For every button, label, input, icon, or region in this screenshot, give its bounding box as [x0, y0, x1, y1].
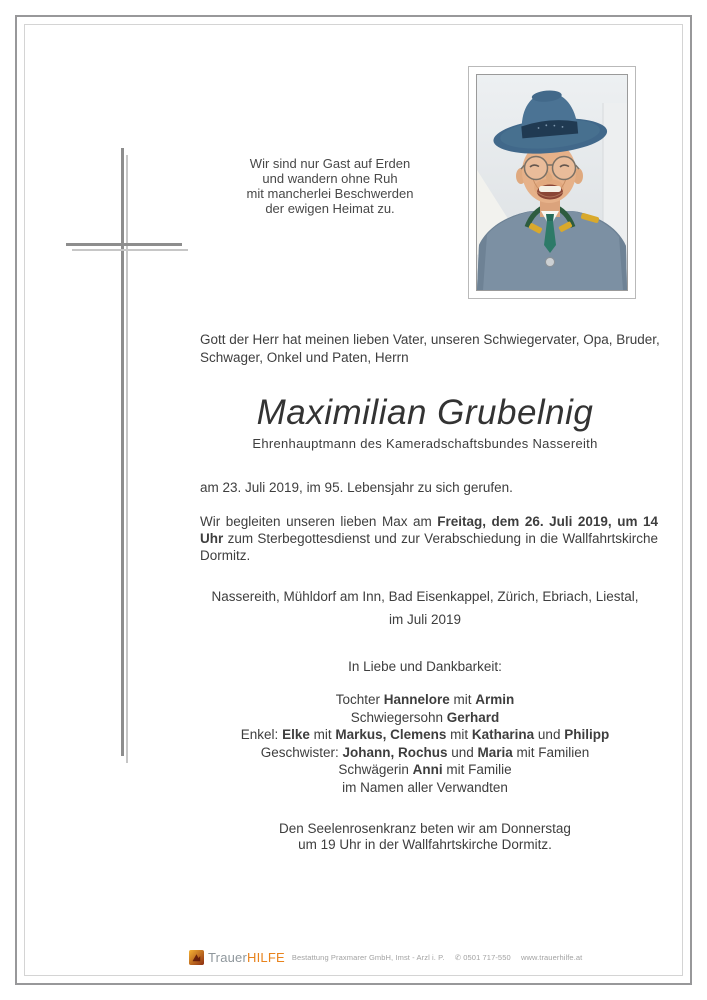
rosary-line: Den Seelenrosenkranz beten wir am Donnerstag — [279, 821, 571, 836]
footer-info — [292, 953, 591, 962]
text-segment: mit — [309, 727, 336, 742]
family-line — [165, 691, 685, 709]
cross-vertical-light — [126, 155, 128, 763]
family-line — [165, 779, 685, 797]
cross-vertical-dark — [121, 148, 124, 756]
text-segment: Wir begleiten unseren lieben Max am — [200, 514, 438, 529]
rosary-line: um 19 Uhr in der Wallfahrtskirche Dormitz. — [298, 836, 552, 852]
text-segment: Schwägerin — [338, 762, 413, 777]
poem-line: mit mancherlei Beschwerden — [246, 186, 414, 201]
text-segment: Geschwister: — [260, 744, 343, 760]
intro-paragraph: Gott der Herr hat meinen lieben Vater, unseren Schwiegervater, Opa, Bruder, Schwager, Onkel und Paten, Herrn — [200, 332, 660, 365]
text-segment: Schwiegersohn — [350, 709, 447, 725]
death-date-line: am 23. Juli 2019, im 95. Lebensjahr zu sich gerufen. — [200, 480, 513, 495]
brand-part-orange: HILFE — [247, 950, 285, 965]
text-segment: mit — [449, 692, 476, 707]
family-name: Elke — [282, 727, 310, 742]
text-segment: mit Familien — [512, 744, 590, 760]
family-name: Markus, Clemens — [335, 727, 447, 742]
funeral-date-bold: Freitag, dem 26. Juli 2019, um 14 Uhr — [200, 514, 658, 546]
footer-company: Bestattung Praxmarer GmbH, Imst - Arzl i. P. — [291, 953, 445, 962]
family-name: Anni — [412, 762, 443, 777]
family-name: Hannelore — [383, 692, 450, 707]
portrait-photo — [476, 74, 628, 291]
trauerhilfe-logo-icon — [189, 950, 204, 965]
places-line: Nassereith, Mühldorf am Inn, Bad Eisenkappel, Zürich, Ebriach, Liestal, — [211, 589, 639, 604]
family-line — [165, 709, 685, 727]
family-name: Katharina — [471, 727, 535, 742]
poem-line: der ewigen Heimat zu. — [265, 201, 395, 216]
portrait-photo-illustration — [477, 75, 627, 290]
trauerhilfe-wordmark — [208, 950, 285, 965]
footer-phone: ✆ 0501 717-550 — [454, 953, 511, 962]
portrait-photo-frame — [468, 66, 636, 299]
text-segment: Tochter — [335, 692, 384, 707]
gratitude-heading: In Liebe und Dankbarkeit: — [348, 659, 502, 674]
text-segment: zum Sterbegottesdienst und zur Verabschiedung in die Wallfahrtskirche Dormitz. — [200, 531, 658, 563]
footer — [189, 950, 590, 965]
family-line — [165, 744, 685, 762]
family-name: Armin — [475, 692, 515, 707]
text-segment: und — [534, 727, 565, 742]
family-name: Johann, Rochus — [342, 744, 448, 760]
family-name: Gerhard — [446, 709, 500, 725]
cross-horizontal-light — [72, 249, 188, 251]
text-segment: mit — [446, 727, 472, 742]
text-segment: im Namen aller Verwandten — [342, 779, 508, 795]
brand-part-gray: Trauer — [208, 950, 248, 965]
poem — [190, 156, 470, 216]
rosary-note — [190, 821, 660, 852]
text-segment: Enkel: — [240, 727, 283, 742]
poem-line: und wandern ohne Ruh — [262, 171, 398, 186]
family-line — [165, 726, 685, 744]
family-name: Maria — [477, 744, 513, 760]
poem-line: Wir sind nur Gast auf Erden — [249, 156, 411, 171]
footer-website: www.trauerhilfe.at — [520, 953, 583, 962]
family-name: Philipp — [564, 727, 610, 742]
cross-horizontal-dark — [66, 243, 182, 246]
deceased-title: Ehrenhauptmann des Kameradschaftsbundes Nassereith — [252, 436, 598, 451]
month-year-line: im Juli 2019 — [388, 612, 462, 627]
family-line — [165, 761, 685, 779]
funeral-paragraph — [200, 513, 658, 564]
text-segment: und — [447, 744, 478, 760]
family-list — [165, 691, 685, 796]
text-segment: mit Familie — [442, 762, 512, 777]
deceased-name: Maximilian Grubelnig — [256, 393, 594, 432]
